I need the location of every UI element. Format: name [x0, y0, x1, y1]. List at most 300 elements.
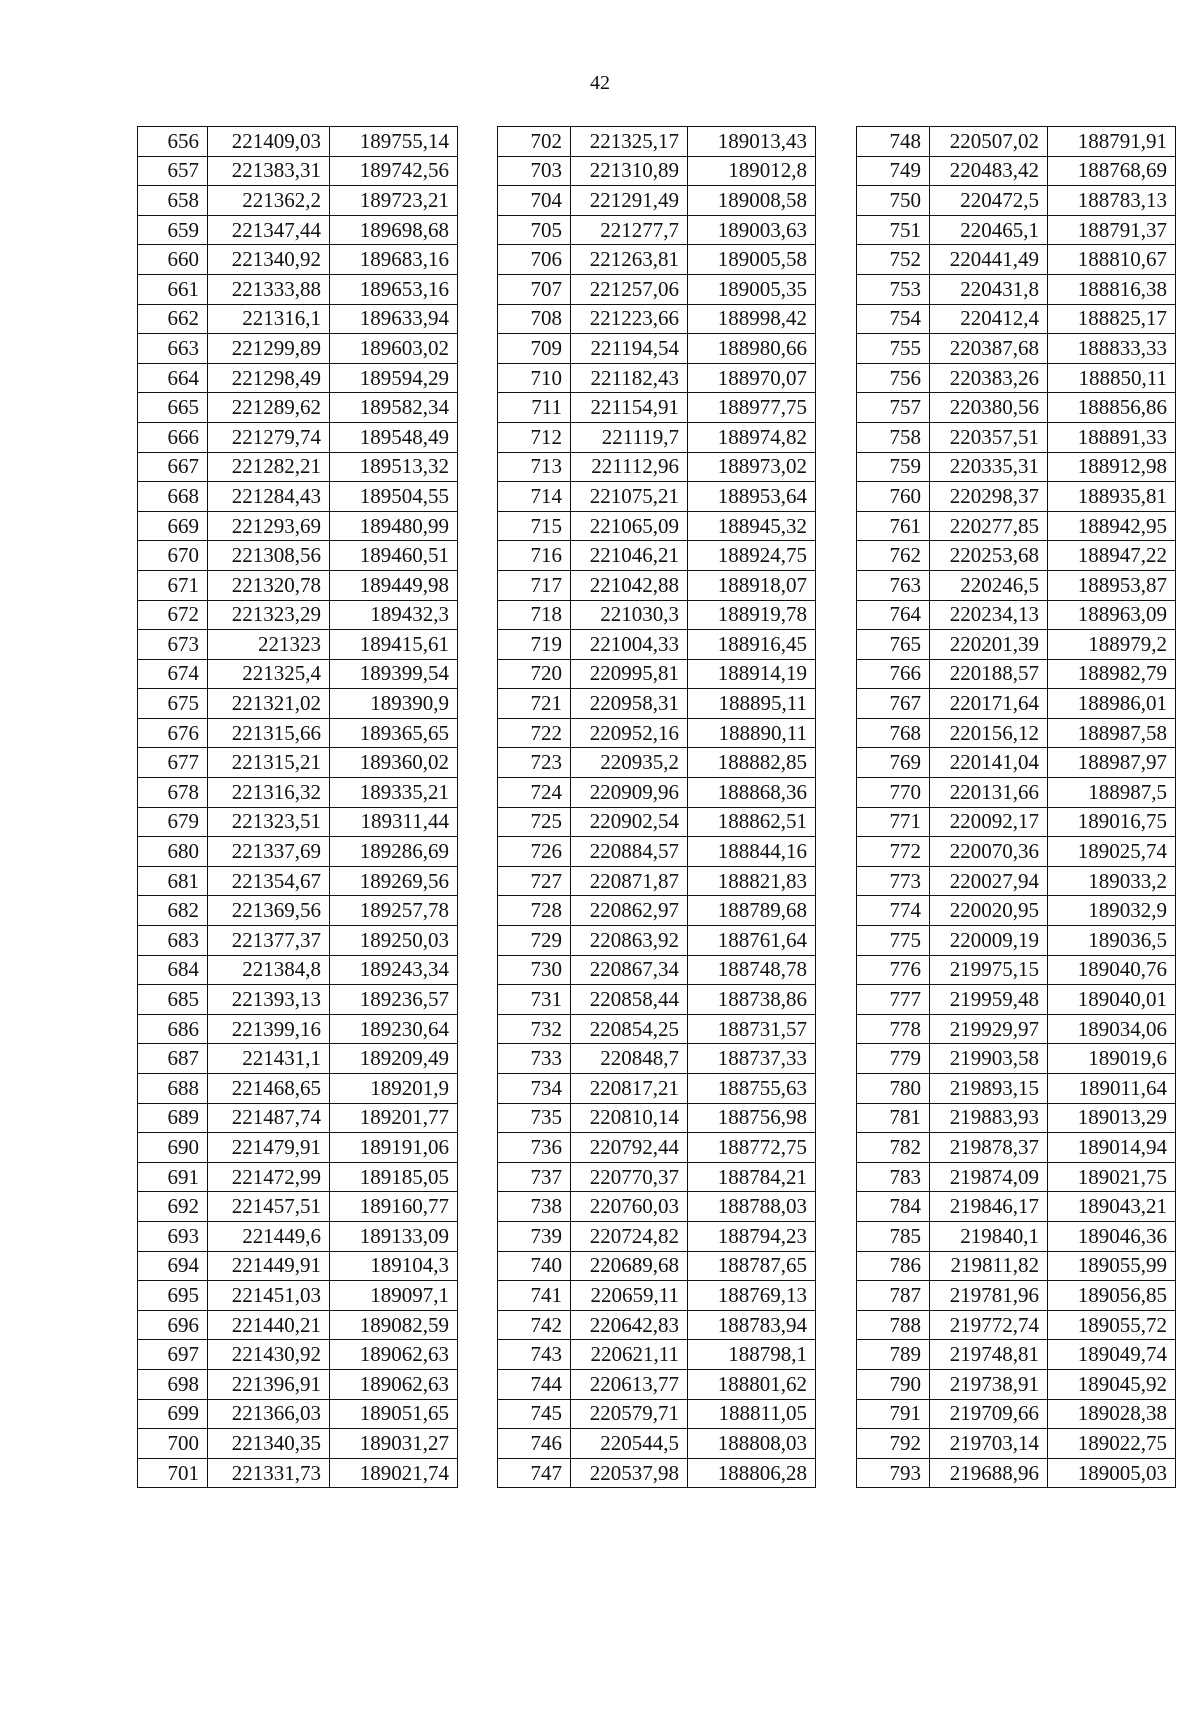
- y-coordinate-cell: 188982,79: [1048, 659, 1176, 689]
- x-coordinate-cell: 220770,37: [571, 1162, 688, 1192]
- y-coordinate-cell: 189036,5: [1048, 926, 1176, 956]
- point-number-cell: 771: [857, 807, 930, 837]
- y-coordinate-cell: 189032,9: [1048, 896, 1176, 926]
- x-coordinate-cell: 220544,5: [571, 1429, 688, 1459]
- point-number-cell: 761: [857, 511, 930, 541]
- x-coordinate-cell: 220472,5: [930, 186, 1048, 216]
- point-number-cell: 666: [138, 422, 208, 452]
- y-coordinate-cell: 188761,64: [688, 926, 816, 956]
- x-coordinate-cell: 220298,37: [930, 482, 1048, 512]
- table-row: [857, 541, 1176, 571]
- x-coordinate-cell: 221347,44: [208, 215, 330, 245]
- table-row: [857, 778, 1176, 808]
- point-number-cell: 762: [857, 541, 930, 571]
- point-number-cell: 703: [498, 156, 571, 186]
- y-coordinate-cell: 189683,16: [330, 245, 458, 275]
- point-number-cell: 660: [138, 245, 208, 275]
- y-coordinate-cell: 189013,43: [688, 127, 816, 157]
- y-coordinate-cell: 189201,77: [330, 1103, 458, 1133]
- x-coordinate-cell: 220277,85: [930, 511, 1048, 541]
- point-number-cell: 744: [498, 1369, 571, 1399]
- y-coordinate-cell: 188768,69: [1048, 156, 1176, 186]
- y-coordinate-cell: 188783,94: [688, 1310, 816, 1340]
- x-coordinate-cell: 221366,03: [208, 1399, 330, 1429]
- x-coordinate-cell: 220431,8: [930, 274, 1048, 304]
- table-row: [857, 600, 1176, 630]
- table-row: [498, 1458, 816, 1488]
- x-coordinate-cell: 220858,44: [571, 985, 688, 1015]
- y-coordinate-cell: 188912,98: [1048, 452, 1176, 482]
- x-coordinate-cell: 220092,17: [930, 807, 1048, 837]
- x-coordinate-cell: 220020,95: [930, 896, 1048, 926]
- y-coordinate-cell: 189390,9: [330, 689, 458, 719]
- point-number-cell: 687: [138, 1044, 208, 1074]
- point-number-cell: 661: [138, 274, 208, 304]
- x-coordinate-cell: 220380,56: [930, 393, 1048, 423]
- x-coordinate-cell: 220483,42: [930, 156, 1048, 186]
- point-number-cell: 746: [498, 1429, 571, 1459]
- table-row: [498, 541, 816, 571]
- table-row: [138, 1221, 458, 1251]
- point-number-cell: 774: [857, 896, 930, 926]
- y-coordinate-cell: 188788,03: [688, 1192, 816, 1222]
- table-row: [138, 570, 458, 600]
- point-number-cell: 780: [857, 1074, 930, 1104]
- table-row: [498, 659, 816, 689]
- x-coordinate-cell: 220642,83: [571, 1310, 688, 1340]
- y-coordinate-cell: 189286,69: [330, 837, 458, 867]
- y-coordinate-cell: 188806,28: [688, 1458, 816, 1488]
- y-coordinate-cell: 188801,62: [688, 1369, 816, 1399]
- point-number-cell: 729: [498, 926, 571, 956]
- table-row: [498, 630, 816, 660]
- table-row: [138, 1340, 458, 1370]
- point-number-cell: 707: [498, 274, 571, 304]
- y-coordinate-cell: 189046,36: [1048, 1221, 1176, 1251]
- coordinates-table-2: [497, 126, 816, 1488]
- x-coordinate-cell: 220884,57: [571, 837, 688, 867]
- point-number-cell: 756: [857, 363, 930, 393]
- table-row: [138, 1133, 458, 1163]
- x-coordinate-cell: 221075,21: [571, 482, 688, 512]
- point-number-cell: 739: [498, 1221, 571, 1251]
- y-coordinate-cell: 188987,58: [1048, 718, 1176, 748]
- point-number-cell: 718: [498, 600, 571, 630]
- table-row: [498, 570, 816, 600]
- point-number-cell: 752: [857, 245, 930, 275]
- y-coordinate-cell: 188924,75: [688, 541, 816, 571]
- y-coordinate-cell: 188918,07: [688, 570, 816, 600]
- point-number-cell: 725: [498, 807, 571, 837]
- table-row: [138, 304, 458, 334]
- x-coordinate-cell: 219703,14: [930, 1429, 1048, 1459]
- table-row: [857, 1133, 1176, 1163]
- x-coordinate-cell: 221393,13: [208, 985, 330, 1015]
- y-coordinate-cell: 189013,29: [1048, 1103, 1176, 1133]
- y-coordinate-cell: 188748,78: [688, 955, 816, 985]
- y-coordinate-cell: 189335,21: [330, 778, 458, 808]
- y-coordinate-cell: 189082,59: [330, 1310, 458, 1340]
- x-coordinate-cell: 221340,92: [208, 245, 330, 275]
- x-coordinate-cell: 221042,88: [571, 570, 688, 600]
- x-coordinate-cell: 221320,78: [208, 570, 330, 600]
- table-row: [498, 1074, 816, 1104]
- x-coordinate-cell: 219874,09: [930, 1162, 1048, 1192]
- x-coordinate-cell: 219878,37: [930, 1133, 1048, 1163]
- point-number-cell: 793: [857, 1458, 930, 1488]
- table-row: [857, 866, 1176, 896]
- y-coordinate-cell: 188914,19: [688, 659, 816, 689]
- x-coordinate-cell: 221277,7: [571, 215, 688, 245]
- point-number-cell: 768: [857, 718, 930, 748]
- x-coordinate-cell: 221298,49: [208, 363, 330, 393]
- y-coordinate-cell: 188986,01: [1048, 689, 1176, 719]
- y-coordinate-cell: 189415,61: [330, 630, 458, 660]
- x-coordinate-cell: 221315,21: [208, 748, 330, 778]
- y-coordinate-cell: 188794,23: [688, 1221, 816, 1251]
- table-row: [498, 985, 816, 1015]
- point-number-cell: 728: [498, 896, 571, 926]
- point-number-cell: 668: [138, 482, 208, 512]
- y-coordinate-cell: 189201,9: [330, 1074, 458, 1104]
- point-number-cell: 702: [498, 127, 571, 157]
- table-row: [498, 778, 816, 808]
- table-row: [498, 482, 816, 512]
- point-number-cell: 717: [498, 570, 571, 600]
- x-coordinate-cell: 220070,36: [930, 837, 1048, 867]
- x-coordinate-cell: 221119,7: [571, 422, 688, 452]
- x-coordinate-cell: 220507,02: [930, 127, 1048, 157]
- x-coordinate-cell: 220621,11: [571, 1340, 688, 1370]
- table-row: [138, 334, 458, 364]
- y-coordinate-cell: 189055,72: [1048, 1310, 1176, 1340]
- point-number-cell: 700: [138, 1429, 208, 1459]
- table-row: [857, 630, 1176, 660]
- x-coordinate-cell: 221449,6: [208, 1221, 330, 1251]
- point-number-cell: 788: [857, 1310, 930, 1340]
- point-number-cell: 664: [138, 363, 208, 393]
- y-coordinate-cell: 188953,64: [688, 482, 816, 512]
- point-number-cell: 679: [138, 807, 208, 837]
- point-number-cell: 656: [138, 127, 208, 157]
- x-coordinate-cell: 219709,66: [930, 1399, 1048, 1429]
- table-row: [857, 837, 1176, 867]
- y-coordinate-cell: 188953,87: [1048, 570, 1176, 600]
- point-number-cell: 699: [138, 1399, 208, 1429]
- table-row: [857, 482, 1176, 512]
- y-coordinate-cell: 189449,98: [330, 570, 458, 600]
- x-coordinate-cell: 219883,93: [930, 1103, 1048, 1133]
- table-row: [138, 215, 458, 245]
- point-number-cell: 672: [138, 600, 208, 630]
- x-coordinate-cell: 219893,15: [930, 1074, 1048, 1104]
- table-row: [857, 1192, 1176, 1222]
- point-number-cell: 791: [857, 1399, 930, 1429]
- y-coordinate-cell: 188808,03: [688, 1429, 816, 1459]
- x-coordinate-cell: 220357,51: [930, 422, 1048, 452]
- table-row: [138, 1429, 458, 1459]
- x-coordinate-cell: 220952,16: [571, 718, 688, 748]
- y-coordinate-cell: 189056,85: [1048, 1281, 1176, 1311]
- y-coordinate-cell: 189582,34: [330, 393, 458, 423]
- point-number-cell: 658: [138, 186, 208, 216]
- x-coordinate-cell: 221449,91: [208, 1251, 330, 1281]
- point-number-cell: 747: [498, 1458, 571, 1488]
- y-coordinate-cell: 188784,21: [688, 1162, 816, 1192]
- x-coordinate-cell: 220253,68: [930, 541, 1048, 571]
- point-number-cell: 680: [138, 837, 208, 867]
- table-row: [857, 511, 1176, 541]
- table-row: [857, 985, 1176, 1015]
- y-coordinate-cell: 189365,65: [330, 718, 458, 748]
- x-coordinate-cell: 221457,51: [208, 1192, 330, 1222]
- x-coordinate-cell: 221321,02: [208, 689, 330, 719]
- y-coordinate-cell: 189003,63: [688, 215, 816, 245]
- x-coordinate-cell: 221337,69: [208, 837, 330, 867]
- y-coordinate-cell: 188737,33: [688, 1044, 816, 1074]
- point-number-cell: 764: [857, 600, 930, 630]
- point-number-cell: 693: [138, 1221, 208, 1251]
- y-coordinate-cell: 189723,21: [330, 186, 458, 216]
- table-row: [857, 689, 1176, 719]
- table-row: [498, 837, 816, 867]
- x-coordinate-cell: 221289,62: [208, 393, 330, 423]
- table-row: [498, 866, 816, 896]
- point-number-cell: 686: [138, 1014, 208, 1044]
- x-coordinate-cell: 220867,34: [571, 955, 688, 985]
- y-coordinate-cell: 188755,63: [688, 1074, 816, 1104]
- point-number-cell: 792: [857, 1429, 930, 1459]
- x-coordinate-cell: 220792,44: [571, 1133, 688, 1163]
- x-coordinate-cell: 219959,48: [930, 985, 1048, 1015]
- table-row: [138, 955, 458, 985]
- y-coordinate-cell: 188810,67: [1048, 245, 1176, 275]
- x-coordinate-cell: 221409,03: [208, 127, 330, 157]
- table-row: [857, 1103, 1176, 1133]
- point-number-cell: 663: [138, 334, 208, 364]
- point-number-cell: 741: [498, 1281, 571, 1311]
- x-coordinate-cell: 219975,15: [930, 955, 1048, 985]
- y-coordinate-cell: 189022,75: [1048, 1429, 1176, 1459]
- x-coordinate-cell: 220760,03: [571, 1192, 688, 1222]
- x-coordinate-cell: 220848,7: [571, 1044, 688, 1074]
- point-number-cell: 760: [857, 482, 930, 512]
- point-number-cell: 713: [498, 452, 571, 482]
- x-coordinate-cell: 221030,3: [571, 600, 688, 630]
- y-coordinate-cell: 188772,75: [688, 1133, 816, 1163]
- table-row: [857, 1310, 1176, 1340]
- point-number-cell: 776: [857, 955, 930, 985]
- point-number-cell: 778: [857, 1014, 930, 1044]
- y-coordinate-cell: 188973,02: [688, 452, 816, 482]
- point-number-cell: 753: [857, 274, 930, 304]
- y-coordinate-cell: 188756,98: [688, 1103, 816, 1133]
- x-coordinate-cell: 221333,88: [208, 274, 330, 304]
- point-number-cell: 683: [138, 926, 208, 956]
- y-coordinate-cell: 188731,57: [688, 1014, 816, 1044]
- y-coordinate-cell: 189269,56: [330, 866, 458, 896]
- table-row: [498, 1399, 816, 1429]
- table-row: [498, 807, 816, 837]
- y-coordinate-cell: 189698,68: [330, 215, 458, 245]
- y-coordinate-cell: 188798,1: [688, 1340, 816, 1370]
- x-coordinate-cell: 220465,1: [930, 215, 1048, 245]
- point-number-cell: 750: [857, 186, 930, 216]
- table-row: [857, 1281, 1176, 1311]
- point-number-cell: 755: [857, 334, 930, 364]
- x-coordinate-cell: 221325,17: [571, 127, 688, 157]
- x-coordinate-cell: 220863,92: [571, 926, 688, 956]
- y-coordinate-cell: 188942,95: [1048, 511, 1176, 541]
- point-number-cell: 682: [138, 896, 208, 926]
- x-coordinate-cell: 221396,91: [208, 1369, 330, 1399]
- x-coordinate-cell: 221430,92: [208, 1340, 330, 1370]
- point-number-cell: 692: [138, 1192, 208, 1222]
- point-number-cell: 667: [138, 452, 208, 482]
- point-number-cell: 732: [498, 1014, 571, 1044]
- x-coordinate-cell: 221472,99: [208, 1162, 330, 1192]
- point-number-cell: 689: [138, 1103, 208, 1133]
- coordinates-table-1: [137, 126, 458, 1488]
- table-row: [857, 807, 1176, 837]
- table-row: [498, 1221, 816, 1251]
- x-coordinate-cell: 220689,68: [571, 1251, 688, 1281]
- table-row: [498, 600, 816, 630]
- point-number-cell: 690: [138, 1133, 208, 1163]
- table-row: [857, 156, 1176, 186]
- table-row: [498, 186, 816, 216]
- point-number-cell: 694: [138, 1251, 208, 1281]
- x-coordinate-cell: 221004,33: [571, 630, 688, 660]
- table-row: [498, 334, 816, 364]
- y-coordinate-cell: 189548,49: [330, 422, 458, 452]
- x-coordinate-cell: 220141,04: [930, 748, 1048, 778]
- table-row: [498, 245, 816, 275]
- y-coordinate-cell: 189055,99: [1048, 1251, 1176, 1281]
- table-row: [138, 1281, 458, 1311]
- table-row: [498, 1044, 816, 1074]
- y-coordinate-cell: 188882,85: [688, 748, 816, 778]
- point-number-cell: 659: [138, 215, 208, 245]
- x-coordinate-cell: 219811,82: [930, 1251, 1048, 1281]
- y-coordinate-cell: 189185,05: [330, 1162, 458, 1192]
- table-row: [138, 127, 458, 157]
- point-number-cell: 781: [857, 1103, 930, 1133]
- x-coordinate-cell: 221487,74: [208, 1103, 330, 1133]
- y-coordinate-cell: 188979,2: [1048, 630, 1176, 660]
- point-number-cell: 657: [138, 156, 208, 186]
- y-coordinate-cell: 188890,11: [688, 718, 816, 748]
- x-coordinate-cell: 221279,74: [208, 422, 330, 452]
- x-coordinate-cell: 221316,32: [208, 778, 330, 808]
- table-row: [138, 1074, 458, 1104]
- table-row: [857, 1221, 1176, 1251]
- x-coordinate-cell: 221194,54: [571, 334, 688, 364]
- coordinates-table-3: [856, 126, 1176, 1488]
- y-coordinate-cell: 188919,78: [688, 600, 816, 630]
- y-coordinate-cell: 188947,22: [1048, 541, 1176, 571]
- point-number-cell: 769: [857, 748, 930, 778]
- y-coordinate-cell: 189008,58: [688, 186, 816, 216]
- table-row: [138, 1310, 458, 1340]
- point-number-cell: 688: [138, 1074, 208, 1104]
- point-number-cell: 671: [138, 570, 208, 600]
- point-number-cell: 743: [498, 1340, 571, 1370]
- point-number-cell: 704: [498, 186, 571, 216]
- y-coordinate-cell: 188825,17: [1048, 304, 1176, 334]
- x-coordinate-cell: 220335,31: [930, 452, 1048, 482]
- y-coordinate-cell: 189028,38: [1048, 1399, 1176, 1429]
- x-coordinate-cell: 220009,19: [930, 926, 1048, 956]
- table-row: [498, 1192, 816, 1222]
- table-row: [498, 1014, 816, 1044]
- x-coordinate-cell: 221182,43: [571, 363, 688, 393]
- y-coordinate-cell: 189040,01: [1048, 985, 1176, 1015]
- y-coordinate-cell: 189040,76: [1048, 955, 1176, 985]
- x-coordinate-cell: 221340,35: [208, 1429, 330, 1459]
- x-coordinate-cell: 219688,96: [930, 1458, 1048, 1488]
- y-coordinate-cell: 189019,6: [1048, 1044, 1176, 1074]
- y-coordinate-cell: 188850,11: [1048, 363, 1176, 393]
- table-row: [138, 630, 458, 660]
- table-row: [138, 985, 458, 1015]
- point-number-cell: 710: [498, 363, 571, 393]
- y-coordinate-cell: 188856,86: [1048, 393, 1176, 423]
- table-row: [498, 1251, 816, 1281]
- point-number-cell: 711: [498, 393, 571, 423]
- table-row: [498, 156, 816, 186]
- table-row: [138, 926, 458, 956]
- table-row: [138, 748, 458, 778]
- y-coordinate-cell: 188987,5: [1048, 778, 1176, 808]
- table-row: [138, 659, 458, 689]
- y-coordinate-cell: 188998,42: [688, 304, 816, 334]
- table-row: [498, 127, 816, 157]
- x-coordinate-cell: 220246,5: [930, 570, 1048, 600]
- point-number-cell: 719: [498, 630, 571, 660]
- table-row: [857, 215, 1176, 245]
- table-row: [857, 334, 1176, 364]
- x-coordinate-cell: 219903,58: [930, 1044, 1048, 1074]
- table-row: [138, 1044, 458, 1074]
- point-number-cell: 751: [857, 215, 930, 245]
- x-coordinate-cell: 221154,91: [571, 393, 688, 423]
- x-coordinate-cell: 220854,25: [571, 1014, 688, 1044]
- table-row: [138, 363, 458, 393]
- point-number-cell: 716: [498, 541, 571, 571]
- table-row: [857, 748, 1176, 778]
- y-coordinate-cell: 189191,06: [330, 1133, 458, 1163]
- y-coordinate-cell: 189230,64: [330, 1014, 458, 1044]
- table-row: [498, 718, 816, 748]
- point-number-cell: 677: [138, 748, 208, 778]
- table-row: [857, 452, 1176, 482]
- table-row: [138, 511, 458, 541]
- table-row: [857, 926, 1176, 956]
- y-coordinate-cell: 188816,38: [1048, 274, 1176, 304]
- table-row: [498, 748, 816, 778]
- x-coordinate-cell: 221293,69: [208, 511, 330, 541]
- point-number-cell: 785: [857, 1221, 930, 1251]
- y-coordinate-cell: 188970,07: [688, 363, 816, 393]
- table-row: [138, 452, 458, 482]
- x-coordinate-cell: 220156,12: [930, 718, 1048, 748]
- point-number-cell: 787: [857, 1281, 930, 1311]
- x-coordinate-cell: 221323,51: [208, 807, 330, 837]
- table-row: [857, 1074, 1176, 1104]
- y-coordinate-cell: 189043,21: [1048, 1192, 1176, 1222]
- table-row: [857, 896, 1176, 926]
